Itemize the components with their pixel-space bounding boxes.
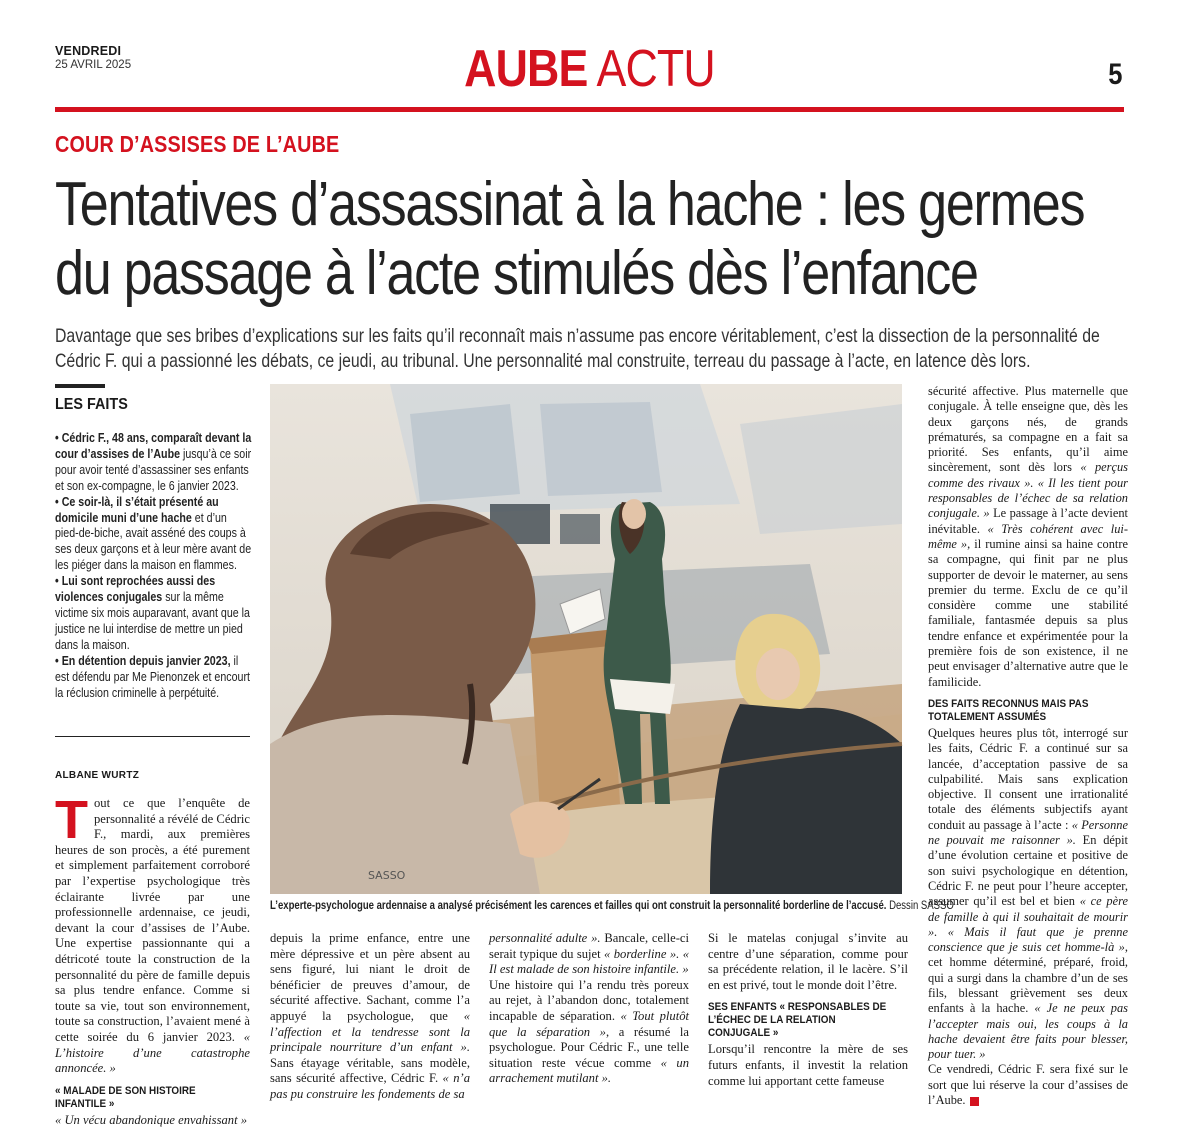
body-paragraph: Si le matelas conjugal s’invite au centre d’une séparation, comme pour sa précédente relation, il le lacère. S’il en est privé, tout le monde doit l’être. bbox=[708, 931, 908, 992]
subheading: « MALADE DE SON HISTOIRE INFANTILE » bbox=[55, 1084, 196, 1110]
byline: ALBANE WURTZ bbox=[55, 770, 140, 781]
fact-item: • En détention depuis janvier 2023, il est défendu par Me Pienonzek et encourt la réclusion criminelle à perpétuité. bbox=[55, 652, 250, 700]
article-headline bbox=[55, 170, 1097, 308]
body-paragraph: Quelques heures plus tôt, interrogé sur les faits, Cédric F. a continué sur sa lancée, d’acceptation passive de sa culpabilité. Mais sans explication objective. Il consent une irrationalité totale des éléments subjectifs ayant conduit au passage à l’acte : « Personne ne pouvait me raisonner ». En dépit d’une évolution certaine et positive de son suivi psychologique en détention, Cédric F. ne peut pour l’heure accepter, assumer qu’il est bel et bien « ce père de famille à qui il souhaitait de mourir ». « Mais il faut que je prenne conscience que je suis cet homme-là », cet homme déterminé, préparé, froid, qui a surgi dans la chambre d’un de ses fils, blessant grièvement ses deux enfants à la hache. « Je ne peux pas l’accepter mais oui, les coups à la hache devaient être faits pour blesser, pour tuer. » bbox=[928, 725, 1129, 1062]
body-paragraph: Tout ce que l’enquête de personnalité a révélé de Cédric F., mardi, aux premières heures de son procès, a été purement et simplement parfaitement corroboré par l’expertise psychologique très éclairante livrée par une professionnelle ardennaise, ce jeudi, devant la cour d’assises de l’Aube. Une expertise passionnante qui a détricoté toute la construction de la personnalité du père de famille depuis sa plus tendre enfance. Comme si toute sa vie, tout son environnement, toute sa construction, l’avaient mené à cette soirée du 6 janvier 2023. « L’histoire d’une catastrophe annoncée. » bbox=[55, 790, 250, 1076]
illustration-credit: Dessin SASSO bbox=[889, 900, 954, 912]
body-paragraph: depuis la prime enfance, entre une mère dépressive et un père absent au sens figuré, lui niant le droit de bénéficier de preuves d’amour, de sécurité affective. Sachant, comme l’a appuyé la psychologue, que « l’affection et la tendresse sont la principale nourriture d’un enfant ». Sans étayage véritable, sans modèle, sans sécurité affective, Cédric F. « n’a pas pu construire les fondements de sa bbox=[270, 931, 470, 1101]
body-column-4 bbox=[708, 931, 908, 1089]
body-paragraph: « Un vécu abandonique envahissant » bbox=[55, 1112, 248, 1127]
body-column-5 bbox=[928, 384, 1128, 1108]
fact-item: • Cédric F., 48 ans, comparaît devant la cour d’assises de l’Aube jusqu’à ce soir pour avoir tenté d’assassiner ses enfants et son ex-compagne, le 6 janvier 2023. bbox=[55, 430, 252, 493]
courtroom-sketch bbox=[270, 384, 902, 894]
section-main: AUBE bbox=[464, 40, 588, 98]
end-mark-icon bbox=[970, 1097, 979, 1106]
body-paragraph: personnalité adulte ». Bancale, celle-ci serait typique du sujet « borderline ». « Il est malade de son histoire infantile. » bbox=[489, 931, 689, 977]
body-column-3 bbox=[489, 931, 689, 1087]
body-paragraph: Une histoire qui l’a rendu très poreux au rejet, à l’abandon donc, totalement incapable de séparation. « Tout plutôt que la séparation », a résumé la psychologue. Pour Cédric F., une telle situation reste vécue comme « un arrachement mutilant ». bbox=[489, 977, 689, 1086]
fact-item: • Lui sont reprochées aussi des violences conjugales sur la même victime six mois auparavant, avant que la justice ne lui interdise de mettre un pied dans la maison. bbox=[55, 573, 250, 652]
facts-rule bbox=[55, 384, 105, 388]
body-paragraph: Lorsqu’il rencontre la mère de ses futurs enfants, il investit la relation comme lui apportant cette fameuse bbox=[708, 1042, 908, 1088]
headline-line-1: Tentatives d’assassinat à la hache : les germes bbox=[55, 170, 1085, 239]
header-divider bbox=[55, 107, 1124, 112]
article-lead: Davantage que ses bribes d’explications sur les faits qu’il reconnaît mais n’assume pas encore véritablement, c’est la dissection de la personnalité de Cédric F. qui a passionné les débats, ce jeudi, au tribunal. Une personnalité mal construite, terreau du passage à l’acte, en latence dès lors. bbox=[55, 325, 1100, 372]
headline-line-2: du passage à l’acte stimulés dès l’enfance bbox=[55, 239, 978, 308]
dropcap: T bbox=[55, 790, 88, 850]
courtroom-illustration bbox=[270, 384, 902, 894]
body-paragraph: Ce vendredi, Cédric F. sera fixé sur le sort que lui réserve la cour d’assises de l’Aube. bbox=[928, 1062, 1128, 1108]
section-masthead bbox=[83, 38, 1097, 100]
fact-item: • Ce soir-là, il s’était présenté au domicile muni d’une hache et d’un pied-de-biche, avait asséné des coups à ses deux garçons et à leur mère avant de les piéger dans la maison en flammes. bbox=[55, 493, 252, 573]
facts-divider bbox=[55, 736, 250, 737]
body-paragraph: sécurité affective. Plus maternelle que conjugale. À telle enseigne que, dès les deux garçons nés, de grands prématurés, sa compagne en a fait sa priorité. Ses enfants, qu’il aime sincèrement, sont dès lors « perçus comme des rivaux ». « Il les tient pour responsables de l’échec de sa relation conjugale. » Le passage à l’acte devient inévitable. « Très cohérent avec lui-même », il rumine ainsi sa haine contre sa compagne, qui finit par ne plus supporter de devoir le materner, au sens premier du terme. Exclu de ce qu’il considère comme une stabilité familiale, fantasmée depuis sa plus tendre enfance et expérimentée pour la première fois de son existence, il ne peut envisager d’alternative autre que le familicide. bbox=[928, 384, 1128, 689]
section-sub: ACTU bbox=[596, 40, 715, 98]
page-number: 5 bbox=[1108, 58, 1123, 91]
subheading: DES FAITS RECONNUS MAIS PAS TOTALEMENT ASSUMÉS bbox=[928, 697, 1089, 723]
illustration-caption: L’experte-psychologue ardennaise a analysé précisément les carences et failles qui ont construit la personnalité borderline de l’accusé. Dessin SASSO bbox=[270, 900, 954, 912]
facts-title: LES FAITS bbox=[55, 396, 128, 413]
edition-day: VENDREDI bbox=[55, 44, 122, 58]
facts-box bbox=[55, 430, 252, 700]
artist-signature: SASSO bbox=[368, 869, 406, 882]
body-column-1 bbox=[55, 790, 250, 1128]
article-kicker: COUR D’ASSISES DE L’AUBE bbox=[55, 131, 340, 157]
subheading: SES ENFANTS « RESPONSABLES DE L’ÉCHEC DE LA RELATION CONJUGALE » bbox=[708, 1001, 887, 1040]
edition-date: 25 AVRIL 2025 bbox=[55, 59, 132, 71]
body-column-2 bbox=[270, 931, 470, 1103]
